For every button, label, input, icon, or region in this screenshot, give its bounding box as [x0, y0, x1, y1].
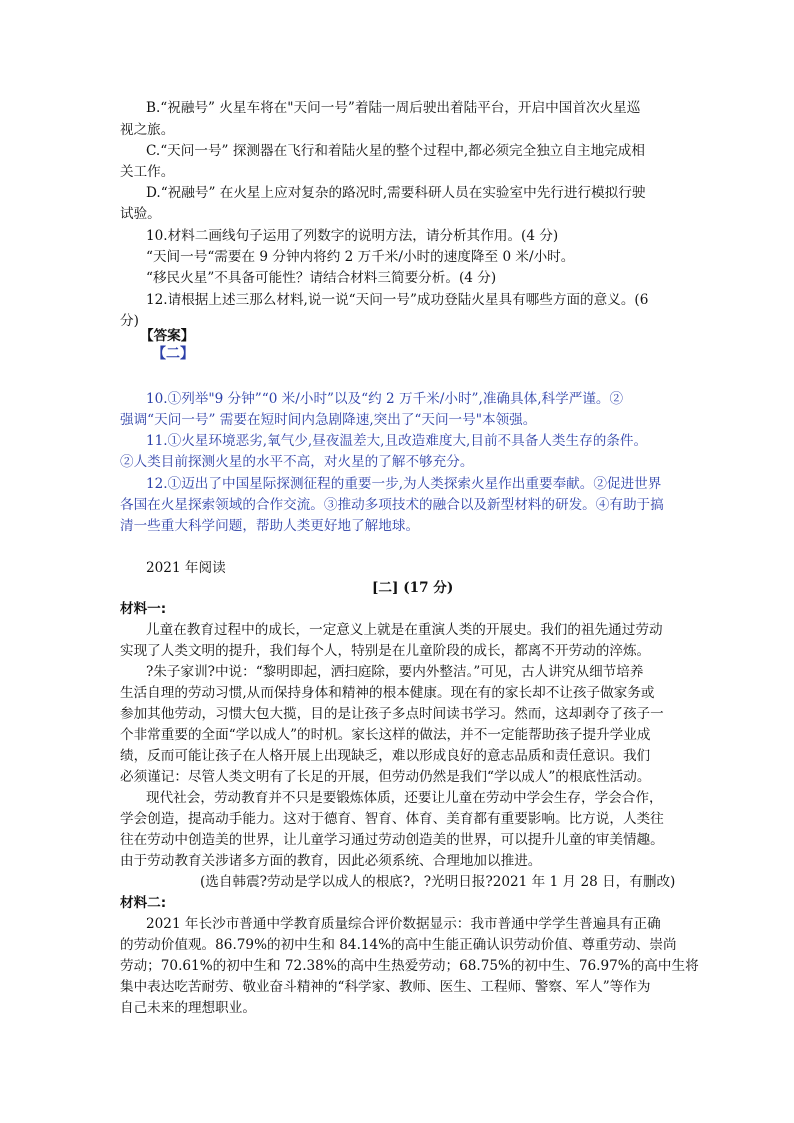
year-label: 2021 年阅读 — [146, 560, 226, 576]
option-d-line-2: 试验。 — [120, 206, 161, 222]
answer-11-line-2: ②人类目前探测火星的水平不高，对火星的了解不够充分。 — [120, 454, 474, 470]
answer-12-line-2: 各国在火星探索领域的合作交流。③推动多项技术的融合以及新型材料的研发。④有助于搞 — [120, 497, 664, 513]
material-2-text: 集中表达吃苦耐劳、敬业奋斗精神的“科学家、教师、医生、工程师、警察、军人”等作为 — [120, 979, 651, 995]
option-d-line-1: D.“祝融号” 在火星上应对复杂的路况时,需要科研人员在实验室中先行进行模拟行驶 — [146, 185, 646, 201]
option-b-line-2: 视之旅。 — [120, 122, 175, 138]
answer-label: 【答案】 — [140, 328, 195, 344]
material-2-text: 2021 年长沙市普通中学教育质量综合评价数据显示：我市普通中学学生普遍具有正确 — [146, 916, 661, 932]
material-1-label: 材料一: — [120, 601, 167, 617]
material-1-text: 生活自理的劳动习惯,从而保持身体和精神的根本健康。现在有的家长却不让孩子做家务或 — [120, 685, 655, 701]
material-1-text: 实现了人类文明的提升，我们每个人，特别是在儿童阶段的成长，都离不开劳动的淬炼。 — [120, 643, 651, 659]
material-1-text: 现代社会，劳动教育并不只是要锻炼体质，还要让儿童在劳动中学会生存，学会合作， — [146, 790, 663, 806]
material-1-text: 学会创造，提高动手能力。这对于德育、智育、体育、美育都有重要影响。比方说，人类往 — [120, 811, 664, 827]
section-title: [二] (17 分) — [372, 580, 454, 596]
material-1-text: 参加其他劳动，习惯大包大揽，目的是让孩子多点时间读书学习。然而，这却剥夺了孩子一 — [120, 706, 664, 722]
question-10: 10.材料二画线句子运用了列数字的说明方法，请分析其作用。(4 分) — [146, 228, 559, 244]
material-1-text: 由于劳动教育关涉诸多方面的教育，因此必须系统、合理地加以推进。 — [120, 853, 542, 869]
answer-10-line-2: 强调“天问一号” 需要在短时间内急剧降速,突出了“天问一号"本领强。 — [120, 412, 537, 428]
option-c-line-1: C.“天问一号” 探测器在飞行和着陆火星的整个过程中,都必须完全独立自主地完成相 — [146, 143, 645, 159]
material-2-text: 自己未来的理想职业。 — [120, 1000, 256, 1016]
question-11: “移民火星”不具备可能性？请结合材料三简要分析。(4 分) — [146, 270, 497, 286]
material-1-source: (选自韩震?劳动是学以成人的根底?，?光明日报?2021 年 1 月 28 日，有删改) — [200, 874, 676, 890]
material-2-text: 的劳动价值观。86.79%的初中生和 84.14%的高中生能正确认识劳动价值、尊重劳动、崇尚 — [120, 937, 677, 953]
material-1-text: 儿童在教育过程中的成长，一定意义上就是在重演人类的开展史。我们的祖先通过劳动 — [146, 622, 663, 638]
answer-12-line-1: 12.①迈出了中国星际探测征程的重要一步,为人类探索火星作出重要奉献。②促进世界 — [146, 476, 662, 492]
material-1-text: 绩，反而可能让孩子在人格开展上出现缺乏，难以形成良好的意志品质和责任意识。我们 — [120, 748, 651, 764]
answer-10-line-1: 10.①列举"9 分钟”“0 米/小时”以及“约 2 万千米/小时”,准确具体,科学严谨。② — [146, 391, 624, 407]
material-1-text: ?朱子家训?中说：“黎明即起，洒扫庭除，要内外整洁。”可见，古人讲究从细节培养 — [146, 664, 644, 680]
answer-section-label: 【二】 — [152, 346, 194, 362]
option-b-line-1: B.“祝融号” 火星车将在"天问一号”着陆一周后驶出着陆平台，开启中国首次火星巡 — [146, 100, 641, 116]
question-12-line-2: 分) — [120, 313, 139, 329]
material-2-text: 劳动；70.61%的初中生和 72.38%的高中生热爱劳动；68.75%的初中生、76.97%的高中生将 — [120, 958, 699, 974]
material-2-label: 材料二: — [120, 895, 167, 911]
question-12-line-1: 12.请根据上述三那么材料,说一说“天问一号”成功登陆火星具有哪些方面的意义。(6 — [146, 292, 649, 308]
option-c-line-2: 关工作。 — [120, 164, 175, 180]
answer-11-line-1: 11.①火星环境恶劣,氧气少,昼夜温差大,且改造难度大,目前不具备人类生存的条件。 — [146, 433, 648, 449]
material-1-text: 必须谨记：尽管人类文明有了长足的开展，但劳动仍然是我们“学以成人”的根底性活动。 — [120, 769, 651, 785]
answer-12-line-3: 清一些重大科学问题，帮助人类更好地了解地球。 — [120, 518, 420, 534]
question-10-quote: “天间一号“需要在 9 分钟内将约 2 万千米/小时的速度降至 0 米/小时。 — [146, 249, 575, 265]
material-1-text: 个非常重要的全面“学以成人”的时机。家长这样的做法，并不一定能帮助孩子提升学业成 — [120, 727, 651, 743]
material-1-text: 往在劳动中创造美的世界，让儿童学习通过劳动创造美的世界，可以提升儿童的审美情趣。 — [120, 832, 664, 848]
